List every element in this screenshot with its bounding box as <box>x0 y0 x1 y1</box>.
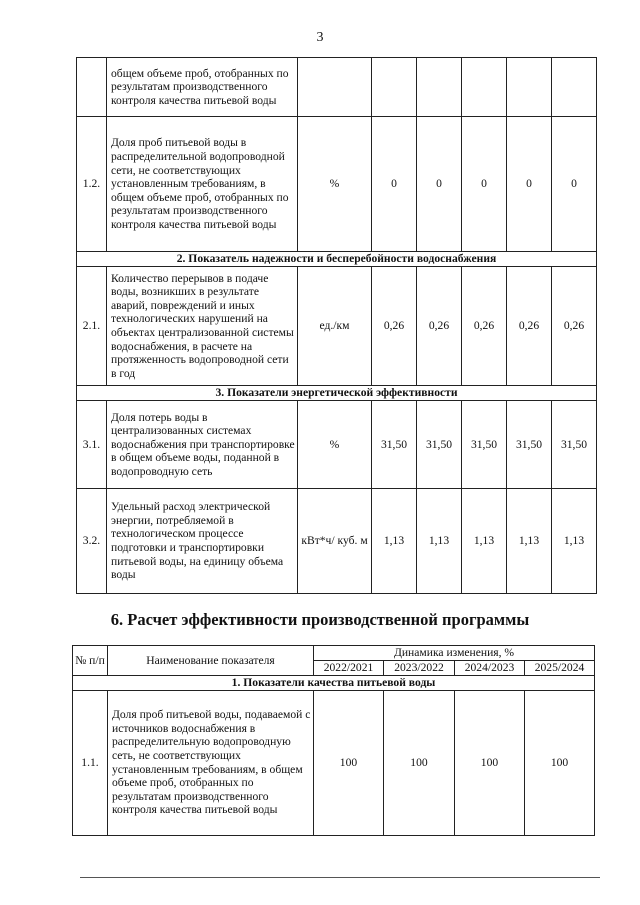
value-cell <box>462 58 507 117</box>
value-cell: 0 <box>372 117 417 252</box>
period-header: 2023/2022 <box>384 661 455 676</box>
table-row <box>77 117 597 252</box>
value-cell: 0 <box>507 117 552 252</box>
period-header: 2022/2021 <box>314 661 384 676</box>
table-row <box>73 690 595 835</box>
period-header: 2025/2024 <box>525 661 595 676</box>
value-cell: 31,50 <box>462 401 507 489</box>
unit <box>298 58 372 117</box>
section-row <box>77 386 597 401</box>
value-cell: 0,26 <box>462 267 507 386</box>
value-cell: 0,26 <box>552 267 597 386</box>
value-cell: 1,13 <box>507 489 552 594</box>
indicator-name: Доля проб питьевой воды, подаваемой с источников водоснабжения в распределительную водопроводную сеть, не соответствующих установленным требованиям, в общем объеме проб, отобранных по результатам производственного контроля качества питьевой воды <box>108 690 314 835</box>
unit: ед./км <box>298 267 372 386</box>
value-cell: 100 <box>384 690 455 835</box>
indicator-name: Доля проб питьевой воды в распределительной водопроводной сети, не соответствующих установленным требованиям, в общем объеме проб, отобранных по результатам производственного контроля качества питьевой воды <box>107 117 298 252</box>
section-title: 2. Показатель надежности и бесперебойности водоснабжения <box>77 252 597 267</box>
table-row <box>77 489 597 594</box>
value-cell: 0,26 <box>507 267 552 386</box>
table-row <box>77 267 597 386</box>
section-heading: 6. Расчет эффективности производственной программы <box>110 610 530 629</box>
value-cell: 0 <box>417 117 462 252</box>
unit: % <box>298 117 372 252</box>
section-row <box>77 252 597 267</box>
unit: кВт*ч/ куб. м <box>298 489 372 594</box>
value-cell: 31,50 <box>372 401 417 489</box>
table-row <box>77 58 597 117</box>
header-row <box>73 646 595 661</box>
page-number: 3 <box>316 30 324 45</box>
value-cell: 1,13 <box>417 489 462 594</box>
unit: % <box>298 401 372 489</box>
row-number: 3.1. <box>77 401 107 489</box>
row-number: 3.2. <box>77 489 107 594</box>
value-cell: 0,26 <box>417 267 462 386</box>
value-cell <box>372 58 417 117</box>
row-number: 1.1. <box>73 690 108 835</box>
header-number: № п/п <box>73 646 108 676</box>
value-cell: 31,50 <box>417 401 462 489</box>
value-cell <box>417 58 462 117</box>
value-cell: 1,13 <box>552 489 597 594</box>
value-cell <box>507 58 552 117</box>
indicator-name: Количество перерывов в подаче воды, возникших в результате аварий, повреждений и иных технологических нарушений на объектах централизованной системы водоснабжения, в расчете на протяженность водопроводной сети в год <box>107 267 298 386</box>
section-title: 3. Показатели энергетической эффективности <box>77 386 597 401</box>
header-dynamics: Динамика изменения, % <box>314 646 595 661</box>
header-name: Наименование показателя <box>108 646 314 676</box>
value-cell: 0,26 <box>372 267 417 386</box>
section-title: 1. Показатели качества питьевой воды <box>73 675 595 690</box>
value-cell: 31,50 <box>507 401 552 489</box>
section-row <box>73 675 595 690</box>
value-cell: 0 <box>552 117 597 252</box>
value-cell: 1,13 <box>372 489 417 594</box>
indicator-name: общем объеме проб, отобранных по результатам производственного контроля качества питьевой воды <box>107 58 298 117</box>
indicator-name: Удельный расход электрической энергии, потребляемой в технологическом процессе подготовки и транспортировки питьевой воды, на единицу объема воды <box>107 489 298 594</box>
value-cell: 0 <box>462 117 507 252</box>
row-number: 2.1. <box>77 267 107 386</box>
value-cell: 100 <box>455 690 525 835</box>
value-cell: 31,50 <box>552 401 597 489</box>
value-cell <box>552 58 597 117</box>
value-cell: 100 <box>314 690 384 835</box>
table-row <box>77 401 597 489</box>
row-number: 1.2. <box>77 117 107 252</box>
value-cell: 1,13 <box>462 489 507 594</box>
page-bottom-line <box>80 877 600 878</box>
efficiency-table <box>72 645 595 836</box>
indicators-table <box>76 57 597 594</box>
period-header: 2024/2023 <box>455 661 525 676</box>
indicator-name: Доля потерь воды в централизованных системах водоснабжения при транспортировке в общем объеме воды, поданной в водопроводную сеть <box>107 401 298 489</box>
value-cell: 100 <box>525 690 595 835</box>
row-number <box>77 58 107 117</box>
